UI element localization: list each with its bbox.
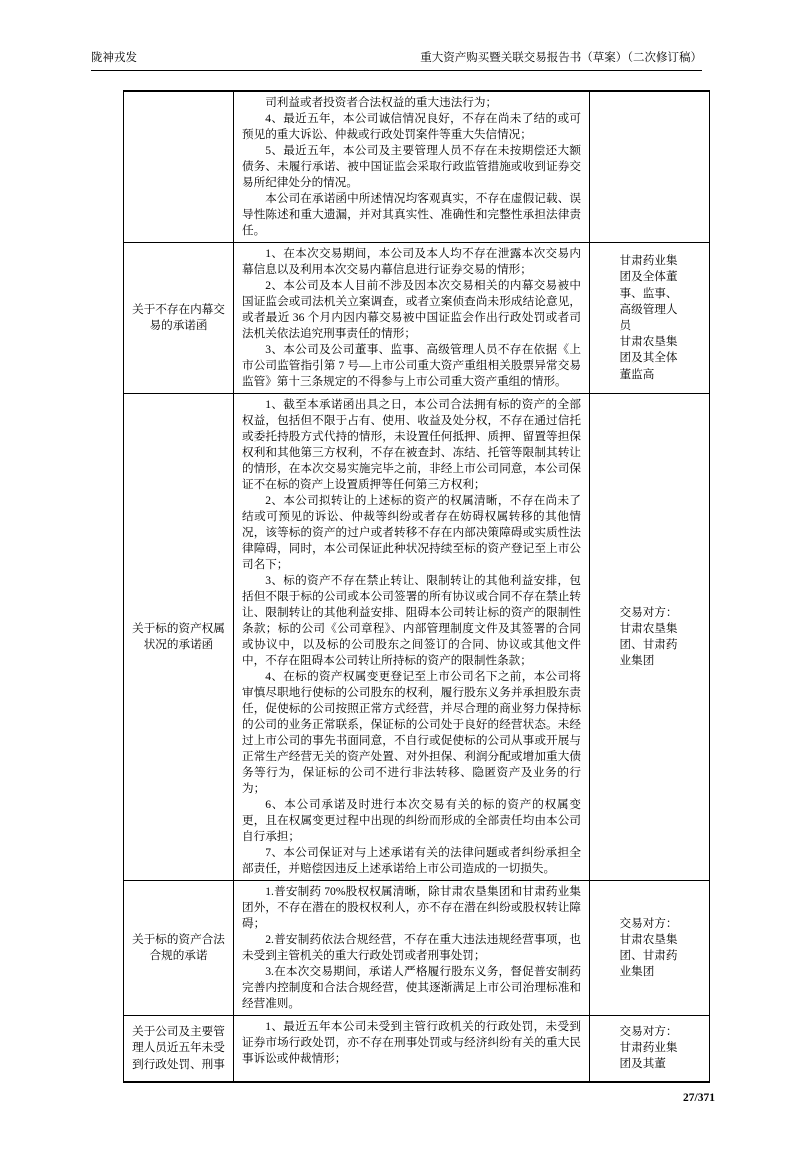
commitment-party-cell — [590, 881, 710, 1016]
party-names — [620, 916, 680, 981]
commitment-paragraph: 4、最近五年，本公司诚信情况良好，不存在尚未了结的或可预见的重大诉讼、仲裁或行政处罚案件等重大失信情况； — [242, 112, 581, 141]
party-names — [620, 605, 680, 670]
table-row-continuation — [124, 91, 710, 243]
table-row-asset-compliance — [124, 881, 710, 1016]
table-row-insider-trading — [124, 243, 710, 394]
commitment-paragraph: 3、标的资产不存在禁止转让、限制转让的其他利益安排，包括但不限于标的公司或本公司签署的所有协议或合同不存在禁止转让、限制转让的其他利益安排、阻碍本公司转让标的资产的限制性条款；标的公司《公司章程》、内部管理制度文件及其签署的合同或协议中，以及标的公司股东之间签订的合同、协议或其他文件中，不存在阻碍本公司转让所持标的资产的限制性条款； — [242, 574, 581, 667]
party-name: 甘肃农垦集团及其全体董监高 — [619, 335, 678, 381]
commitment-party-cell — [590, 91, 710, 243]
document-page — [0, 51, 793, 1173]
commitment-paragraph: 1、最近五年本公司未受到主管行政机关的行政处罚，未受到证券市场行政处罚，亦不存在刑事处罚或与经济纠纷有关的重大民事诉讼或仲裁情形； — [242, 1020, 581, 1065]
party-name: 交易对方：甘肃农垦集团、甘肃药业集团 — [619, 916, 678, 979]
table-row-asset-ownership — [124, 394, 710, 881]
commitment-title-cell — [124, 91, 234, 243]
commitment-content-cell — [234, 881, 590, 1016]
header-left-title: 陇神戎发 — [91, 52, 137, 64]
commitment-paragraph: 1、截至本承诺函出具之日，本公司合法拥有标的资产的全部权益，包括但不限于占有、使用、收益及处分权，不存在通过信托或委托持股方式代持的情形，未设置任何抵押、质押、留置等担保权利和其他第三方权利，不存在被查封、冻结、托管等限制其转让的情形，在本次交易实施完毕之前，非经上市公司同意，本公司保证不在标的资产上设置质押等任何第三方权利； — [242, 398, 581, 491]
page-number: 27/371 — [683, 1091, 715, 1104]
commitment-paragraph: 4、在标的资产权属变更登记至上市公司名下之前，本公司将审慎尽职地行使标的公司股东的权利，履行股东义务并承担股东责任，促使标的公司按照正常方式经营，并尽合理的商业努力保持标的公司的业务正常联系，保证标的公司处于良好的经营状态。未经过上市公司的事先书面同意，不自行或促使标的公司从事或开展与正常生产经营无关的资产处置、对外担保、利润分配或增加重大债务等行为，保证标的公司不进行非法转移、隐匿资产及业务的行为； — [242, 670, 581, 795]
commitment-content-cell — [234, 1016, 590, 1082]
commitment-paragraph: 本公司在承诺函中所述情况均客观真实，不存在虚假记载、误导性陈述和重大遗漏，并对其真实性、准确性和完整性承担法律责任。 — [242, 192, 581, 237]
page-header — [91, 51, 702, 71]
page-footer — [123, 1092, 715, 1104]
commitment-paragraph: 1.普安制药 70%股权权属清晰，除甘肃农垦集团和甘肃药业集团外，不存在潜在的股权权利人，亦不存在潜在纠纷或股权转让障碍； — [242, 885, 581, 930]
party-names — [620, 253, 680, 383]
commitments-table — [123, 90, 710, 1083]
party-name: 甘肃药业集团及全体董事、监事、高级管理人员 — [619, 254, 678, 332]
commitment-title: 关于标的资产权属状况的承诺函 — [132, 621, 225, 651]
commitment-paragraph: 2、本公司及本人目前不涉及因本次交易相关的内幕交易被中国证监会或司法机关立案调查，或者立案侦查尚未形成结论意见，或者最近 36 个月内因内幕交易被中国证监会作出行政处罚或者司法机关依法追究刑事责任的情形； — [242, 279, 581, 340]
commitment-content-cell — [234, 394, 590, 881]
commitment-title-cell — [124, 243, 234, 394]
commitment-party-cell — [590, 243, 710, 394]
commitment-content-cell — [234, 243, 590, 394]
header-right-title: 重大资产购买暨关联交易报告书（草案）（二次修订稿） — [420, 52, 702, 64]
commitment-party-cell — [590, 1016, 710, 1082]
commitment-title: 关于公司及主要管理人员近五年未受到行政处罚、刑事 — [132, 1024, 225, 1071]
commitment-party-cell — [590, 394, 710, 881]
commitment-paragraph: 2.普安制药依法合规经营，不存在重大违法违规经营事项，也未受到主管机关的重大行政处罚或者刑事处罚； — [242, 933, 581, 962]
table-row-no-penalties — [124, 1016, 710, 1082]
commitment-paragraph: 5、最近五年，本公司及主要管理人员不存在未按期偿还大额债务、未履行承诺、被中国证监会采取行政监管措施或收到证券交易所纪律处分的情况。 — [242, 144, 581, 189]
commitment-paragraph: 司利益或者投资者合法权益的重大违法行为； — [265, 96, 498, 109]
commitment-paragraph: 1、在本次交易期间，本公司及本人均不存在泄露本次交易内幕信息以及利用本次交易内幕信息进行证券交易的情形； — [242, 247, 581, 276]
commitment-paragraph: 3.在本次交易期间，承诺人严格履行股东义务，督促普安制药完善内控制度和合法合规经营，使其逐渐满足上市公司治理标准和经营准则。 — [242, 965, 581, 1010]
commitment-paragraph: 3、本公司及公司董事、监事、高级管理人员不存在依据《上市公司监管指引第 7 号—上市公司重大资产重组相关股票异常交易监管》第十三条规定的不得参与上市公司重大资产重组的情形。 — [242, 343, 581, 388]
commitment-content-cell — [234, 91, 590, 243]
commitment-paragraph: 7、本公司保证对与上述承诺有关的法律问题或者纠纷承担全部责任，并赔偿因违反上述承诺给上市公司造成的一切损失。 — [242, 846, 581, 875]
commitment-title-cell — [124, 1016, 234, 1082]
party-name: 交易对方：甘肃农垦集团、甘肃药业集团 — [619, 605, 678, 668]
party-names — [620, 1024, 680, 1073]
party-name: 交易对方：甘肃药业集团及其董 — [619, 1024, 678, 1071]
commitment-title-cell — [124, 881, 234, 1016]
commitment-title: 关于标的资产合法合规的承诺 — [132, 932, 225, 962]
commitment-paragraph: 6、本公司承诺及时进行本次交易有关的标的资产的权属变更，且在权属变更过程中出现的纠纷而形成的全部责任均由本公司自行承担； — [242, 798, 581, 843]
commitment-title-cell — [124, 394, 234, 881]
commitment-paragraph: 2、本公司拟转让的上述标的资产的权属清晰，不存在尚未了结或可预见的诉讼、仲裁等纠纷或者存在妨碍权属转移的其他情况，该等标的资产的过户或者转移不存在内部决策障碍或实质性法律障碍，同时，本公司保证此种状况持续至标的资产登记至上市公司名下； — [242, 494, 581, 571]
commitment-title: 关于不存在内幕交易的承诺函 — [132, 302, 225, 332]
